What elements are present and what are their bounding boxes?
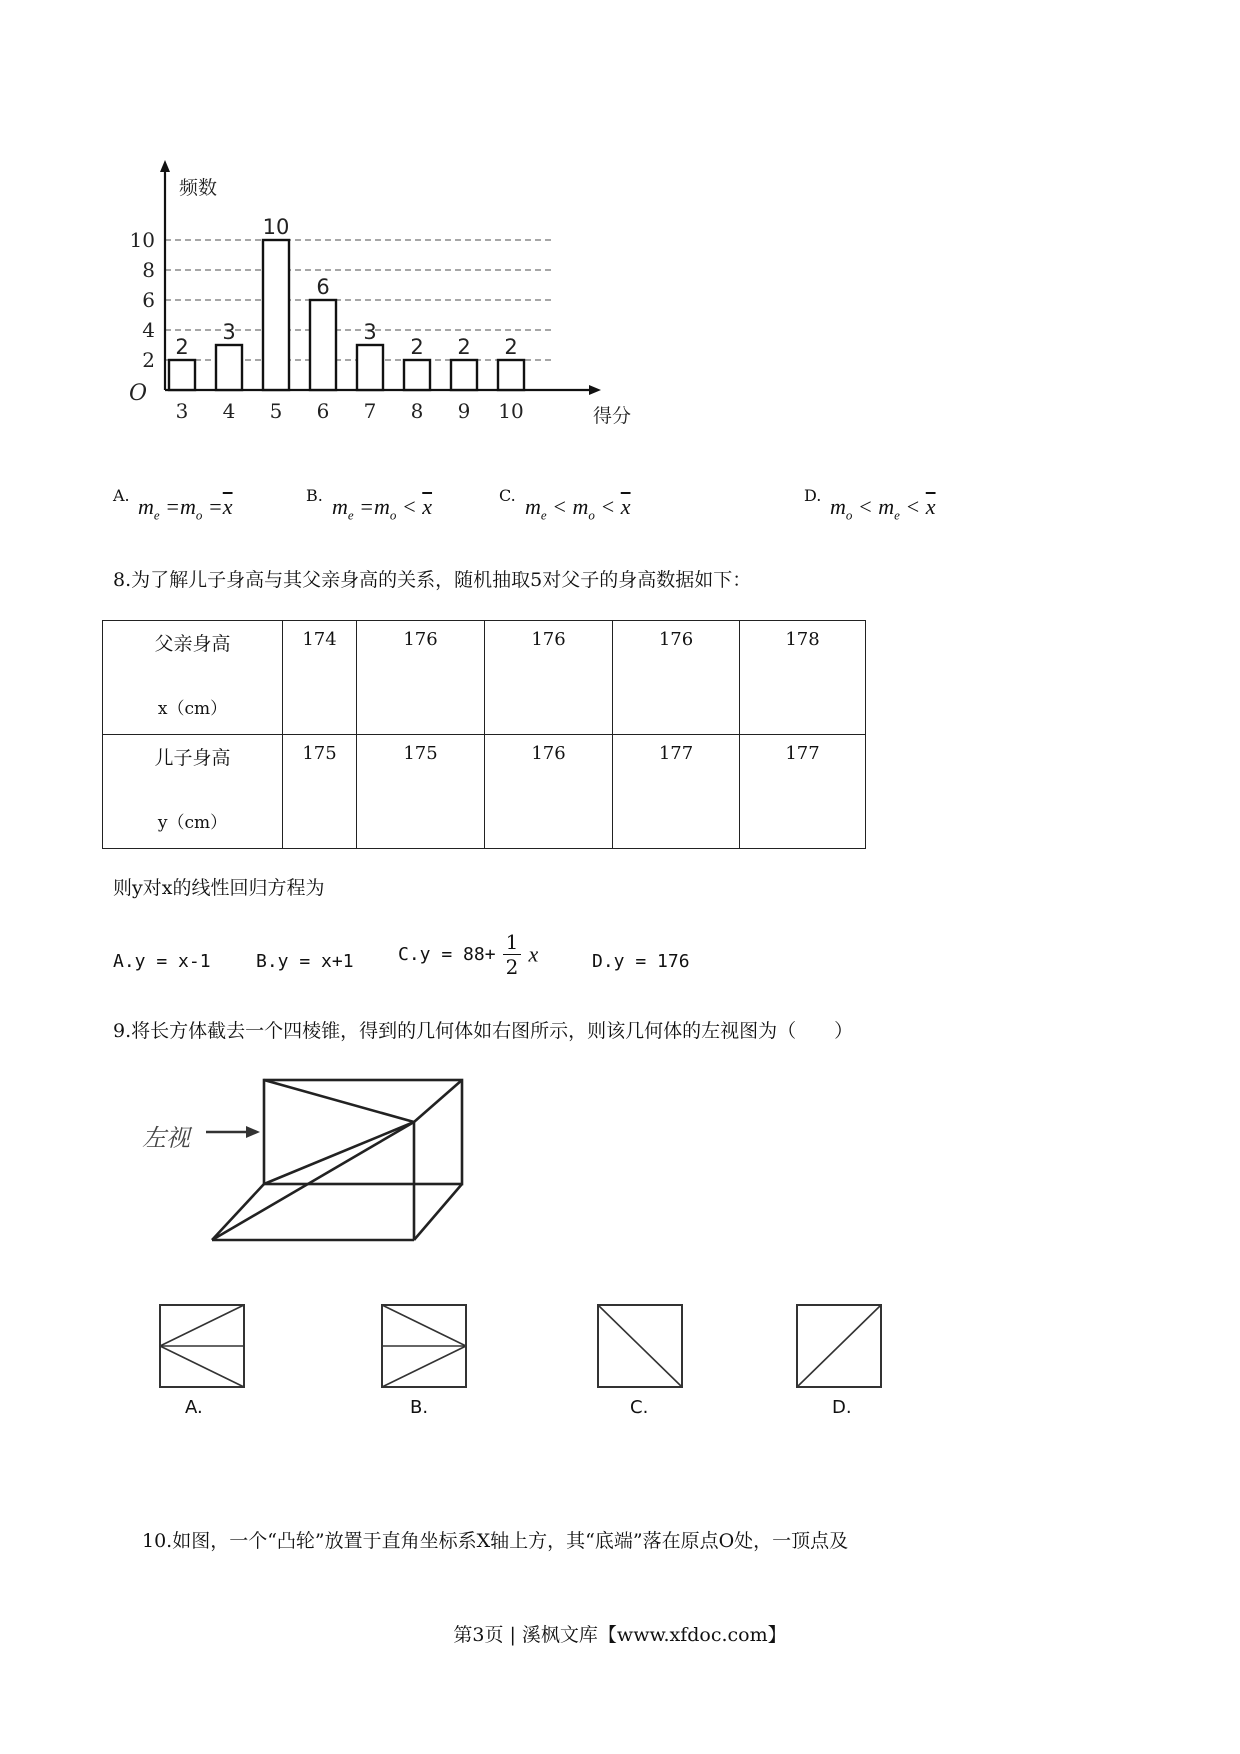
back-face: [264, 1080, 462, 1184]
bar: [310, 300, 336, 390]
bar: [216, 345, 242, 390]
fraction-numerator: 1: [503, 930, 522, 955]
row-header: [103, 735, 283, 849]
page-footer: 第3页 | 溪枫文库【www.xfdoc.com】: [453, 1624, 787, 1646]
bar-value-label: 2: [504, 335, 518, 359]
q9-option-d-label: D.: [832, 1397, 852, 1418]
q8-option-c: [398, 930, 538, 979]
q9-stem: 9.将长方体截去一个四棱锥，得到的几何体如右图所示，则该几何体的左视图为（ ）: [113, 1020, 854, 1042]
y-axis-arrow: [160, 160, 170, 172]
table-cell: 177: [740, 735, 866, 849]
edge-line: [264, 1122, 414, 1184]
chart-layer: [129, 160, 631, 427]
bar-value-label: 6: [316, 275, 330, 299]
table-cell: 177: [613, 735, 740, 849]
y-tick-label: 2: [142, 348, 155, 372]
table-cell: 176: [613, 621, 740, 735]
x-tick-label: 3: [175, 399, 189, 423]
x-axis-arrow: [589, 385, 601, 395]
table-cell: 176: [485, 735, 613, 849]
bar-value-label: 2: [410, 335, 424, 359]
table-cell: 175: [357, 735, 485, 849]
row-header: [103, 621, 283, 735]
q8-option-a: A.y = x-1: [113, 951, 211, 972]
bar: [263, 240, 289, 390]
q9-option-b-label: B.: [410, 1397, 429, 1418]
q9-option-c-figure: [596, 1303, 686, 1389]
fraction-denominator: 2: [505, 955, 519, 979]
q8-question: 则y对x的线性回归方程为: [113, 877, 325, 899]
math-expression: $m_e < m_o < \overline{x}$: [525, 494, 631, 523]
bar-value-label: 2: [175, 335, 189, 359]
row-header-line2: x（cm）: [157, 699, 228, 719]
cut-cuboid-figure: [130, 1070, 480, 1260]
x-tick-label: 9: [457, 399, 471, 423]
bar-value-label: 2: [457, 335, 471, 359]
table-cell: 175: [283, 735, 357, 849]
y-axis-label: 频数: [179, 177, 218, 199]
table-cell: 174: [283, 621, 357, 735]
math-expression: $m_e =m_o =\overline{x}$: [138, 494, 233, 523]
left-view-label: 左视: [142, 1124, 190, 1152]
option-label: B.: [306, 486, 323, 505]
bar: [357, 345, 383, 390]
option-label: A.: [113, 486, 130, 505]
q8-option-b: B.y = x+1: [256, 951, 354, 972]
option-c-variable: x: [528, 941, 539, 967]
table-cell: 178: [740, 621, 866, 735]
x-tick-label: 7: [363, 399, 377, 423]
bar: [451, 360, 477, 390]
edge-line: [212, 1184, 264, 1240]
bar: [404, 360, 430, 390]
option-c-prefix: C.y = 88+: [398, 944, 496, 965]
fraction: [503, 930, 522, 979]
bar-value-label: 10: [262, 215, 290, 239]
math-expression: $m_e =m_o < \overline{x}$: [332, 494, 433, 523]
origin-label: O: [128, 381, 147, 406]
bar: [498, 360, 524, 390]
x-tick-label: 4: [222, 399, 236, 423]
x-tick-label: 6: [316, 399, 330, 423]
q10-stem: 10.如图，一个“凸轮”放置于直角坐标系X轴上方，其“底端”落在原点O处，一顶点及: [142, 1530, 849, 1552]
edge-line: [414, 1184, 462, 1240]
y-tick-label: 6: [142, 288, 155, 312]
row-header-line1: 父亲身高: [154, 633, 231, 655]
y-tick-label: 10: [129, 228, 155, 252]
frequency-bar-chart: [120, 160, 640, 440]
arrow-head: [246, 1126, 260, 1138]
math-expression: $m_o < m_e < \overline{x}$: [830, 494, 936, 523]
row-header-line1: 儿子身高: [154, 747, 231, 769]
x-tick-label: 10: [498, 399, 524, 423]
table-row: [103, 735, 866, 849]
q8-option-d: D.y = 176: [592, 951, 690, 972]
y-tick-label: 4: [142, 318, 155, 342]
x-tick-label: 8: [410, 399, 424, 423]
edge-line: [212, 1122, 414, 1240]
q8-stem: 8.为了解儿子身高与其父亲身高的关系，随机抽取5对父子的身高数据如下：: [113, 569, 752, 591]
edge-line: [414, 1080, 462, 1122]
row-header-line2: y（cm）: [157, 813, 228, 833]
bar-value-label: 3: [222, 320, 236, 344]
x-axis-label: 得分: [593, 405, 632, 427]
option-label: D.: [804, 486, 822, 505]
x-tick-label: 5: [269, 399, 283, 423]
option-label: C.: [499, 486, 516, 505]
y-tick-label: 8: [142, 258, 155, 282]
height-data-table: [102, 620, 866, 849]
q9-option-d-figure: [795, 1303, 885, 1389]
table-cell: 176: [357, 621, 485, 735]
q9-option-a-label: A.: [185, 1397, 203, 1418]
q9-option-a-figure: [158, 1303, 248, 1389]
q9-option-c-label: C.: [630, 1397, 649, 1418]
table-cell: 176: [485, 621, 613, 735]
q9-option-b-figure: [380, 1303, 470, 1389]
table-row: [103, 621, 866, 735]
bar-value-label: 3: [363, 320, 377, 344]
bar: [169, 360, 195, 390]
edge-line: [264, 1080, 414, 1122]
